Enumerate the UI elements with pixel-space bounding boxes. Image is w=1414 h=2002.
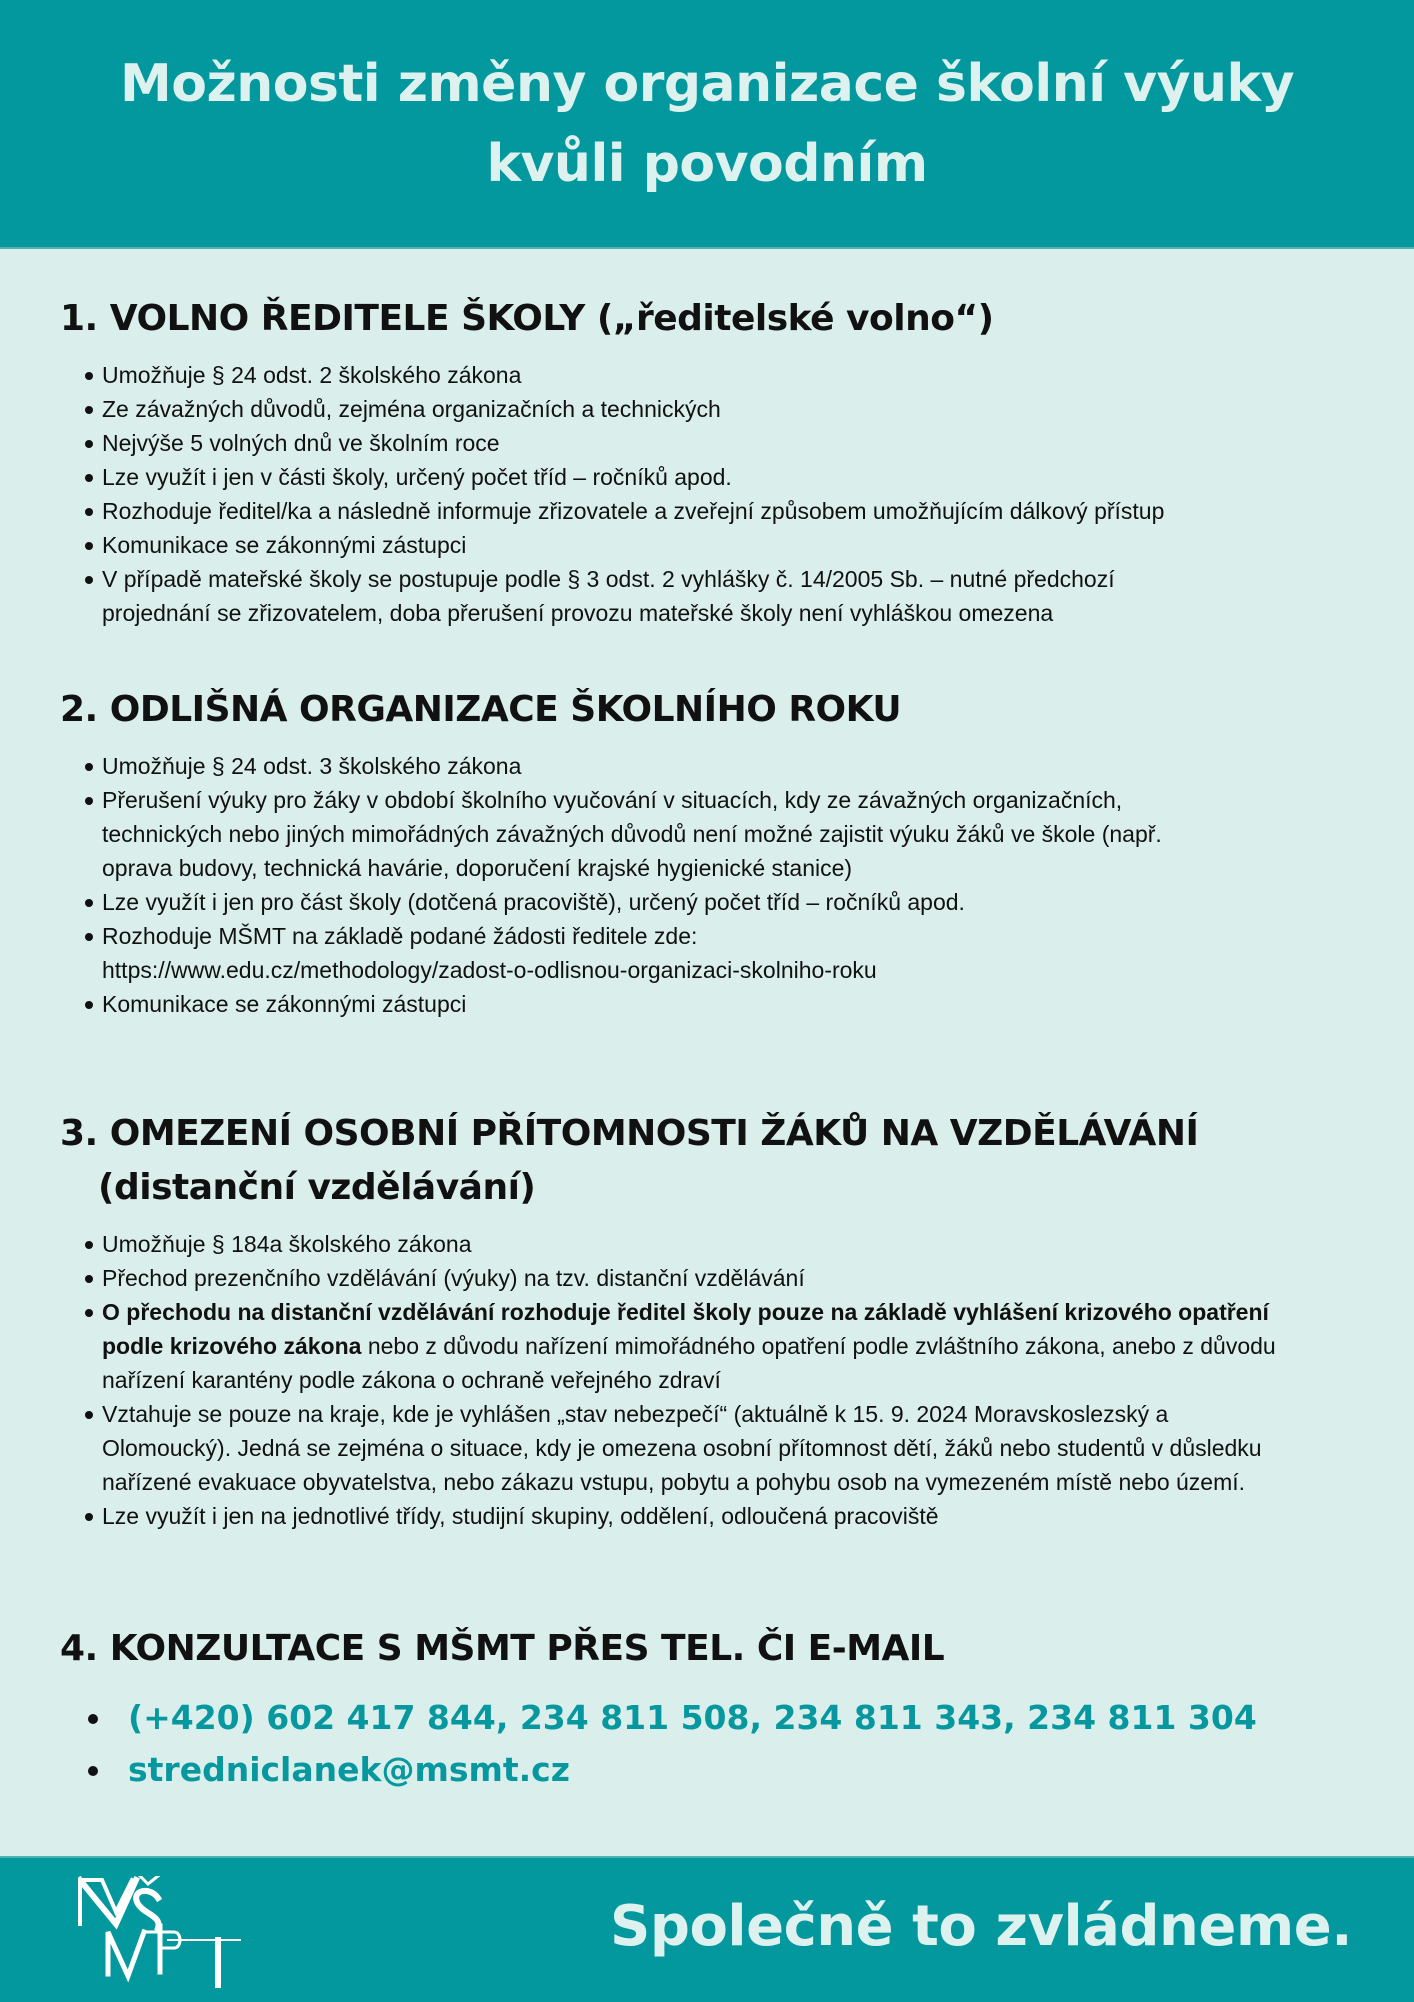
page-title: Možnosti změny organizace školní výuky kvůli povodním [120, 53, 1294, 194]
list-item: Lze využít i jen na jednotlivé třídy, studijní skupiny, oddělení, odloučená pracoviště [60, 1499, 1380, 1533]
phone-numbers[interactable]: (+420) 602 417 844, 234 811 508, 234 811 343, 234 811 304 [60, 1692, 1380, 1744]
list-item: Lze využít i jen pro část školy (dotčená pracoviště), určený počet tříd – ročníků apod. [60, 885, 1380, 919]
section-heading: 1. VOLNO ŘEDITELE ŠKOLY („ředitelské volno“) [60, 298, 994, 339]
bullet-list [60, 1227, 1380, 1533]
section-heading: 2. ODLIŠNÁ ORGANIZACE ŠKOLNÍHO ROKU [60, 689, 902, 730]
page-footer [0, 1856, 1414, 2002]
list-item [60, 1295, 1380, 1397]
list-item [60, 919, 1380, 987]
list-item: Komunikace se zákonnými zástupci [60, 528, 1380, 562]
section-heading: 4. KONZULTACE S MŠMT PŘES TEL. ČI E-MAIL [60, 1628, 945, 1669]
list-item: Přerušení výuky pro žáky v období školního vyučování v situacích, kdy ze závažných organizačních, technických nebo jiných mimořádných závažných důvodů není možné zajistit výuku žáků ve škole (např. oprava budovy, technická havárie, doporučení krajské hygienické stanice) [60, 783, 1380, 885]
list-item: Nejvýše 5 volných dnů ve školním roce [60, 426, 1380, 460]
contact-list [60, 1692, 1380, 1796]
list-item: Komunikace se zákonnými zástupci [60, 987, 1380, 1021]
section-distance-learning [60, 1107, 1380, 1533]
email-link[interactable]: stredniclanek@msmt.cz [128, 1750, 570, 1789]
section-consultation [60, 1622, 1380, 1796]
list-item: V případě mateřské školy se postupuje podle § 3 odst. 2 vyhlášky č. 14/2005 Sb. – nutné předchozí projednání se zřizovatelem, doba přerušení provozu mateřské školy není vyhláškou omezena [60, 562, 1380, 630]
list-item: Přechod prezenčního vzdělávání (výuky) na tzv. distanční vzdělávání [60, 1261, 1380, 1295]
section-heading-main: 3. OMEZENÍ OSOBNÍ PŘÍTOMNOSTI ŽÁKŮ NA VZDĚLÁVÁNÍ [60, 1113, 1199, 1154]
section-heading [60, 1107, 1380, 1215]
bullet-list [60, 358, 1380, 630]
list-item: Ze závažných důvodů, zejména organizačních a technických [60, 392, 1380, 426]
list-item-text: nebo z důvodu nařízení mimořádného opatření podle zvláštního zákona, anebo z důvodu nařízení karantény podle zákona o ochraně veřejného zdraví [102, 1333, 1276, 1393]
bold-emphasis: O přechodu na distanční vzdělávání rozhoduje ředitel školy pouze na základě vyhlášení krizového opatření podle krizového zákona [102, 1299, 1269, 1359]
application-link[interactable]: https://www.edu.cz/methodology/zadost-o-odlisnou-organizaci-skolniho-roku [102, 957, 877, 983]
section-heading-sub: (distanční vzdělávání) [98, 1167, 536, 1208]
section-different-school-year [60, 683, 1380, 1021]
page-header [0, 0, 1414, 249]
bullet-list [60, 749, 1380, 1021]
section-director-leave [60, 292, 1380, 630]
email-contact[interactable] [60, 1744, 1380, 1796]
list-item: Umožňuje § 24 odst. 3 školského zákona [60, 749, 1380, 783]
list-item-text: Rozhoduje MŠMT na základě podané žádosti ředitele zde: [102, 923, 698, 949]
list-item: Lze využít i jen v části školy, určený počet tříd – ročníků apod. [60, 460, 1380, 494]
list-item: Umožňuje § 24 odst. 2 školského zákona [60, 358, 1380, 392]
footer-slogan: Společně to zvládneme. [610, 1894, 1352, 1959]
msmt-logo-icon [78, 1876, 248, 1988]
list-item: Umožňuje § 184a školského zákona [60, 1227, 1380, 1261]
list-item: Rozhoduje ředitel/ka a následně informuje zřizovatele a zveřejní způsobem umožňujícím dálkový přístup [60, 494, 1380, 528]
list-item: Vztahuje se pouze na kraje, kde je vyhlášen „stav nebezpečí“ (aktuálně k 15. 9. 2024 Moravskoslezský a Olomoucký). Jedná se zejména o situace, kdy je omezena osobní přítomnost dětí, žáků nebo studentů v důsledku nařízené evakuace obyvatelstva, nebo zákazu vstupu, pobytu a pohybu osob na vymezeném místě nebo území. [60, 1397, 1380, 1499]
